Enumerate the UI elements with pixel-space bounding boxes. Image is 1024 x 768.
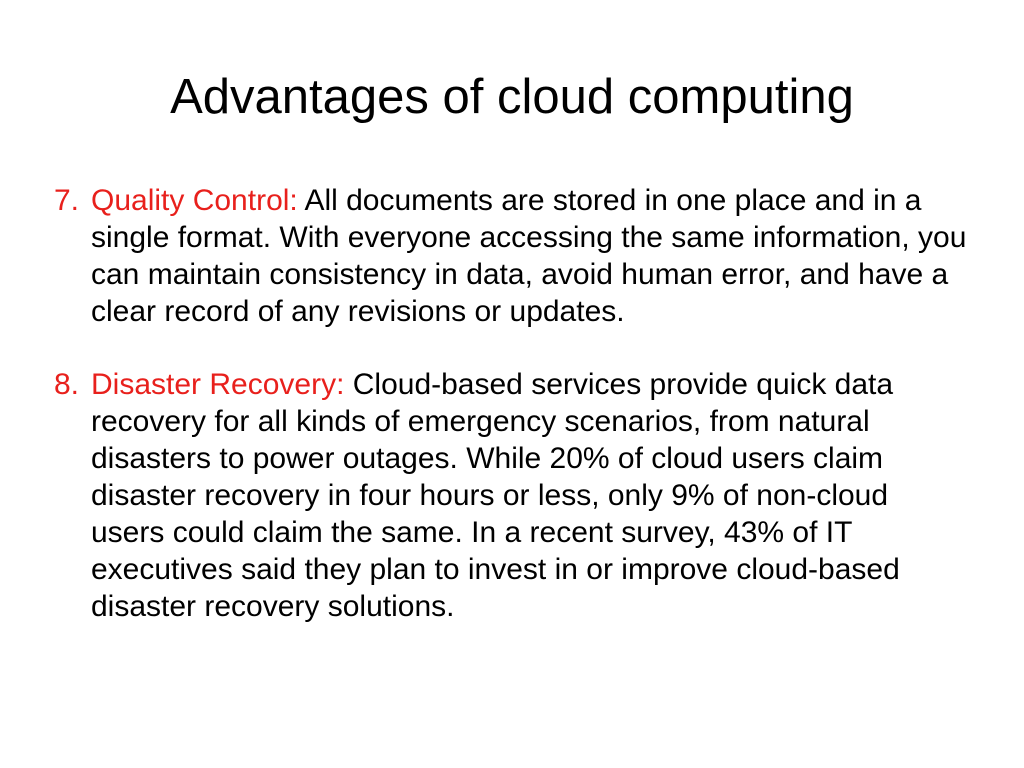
item-label: Quality Control: (91, 184, 305, 217)
list-item-quality-control (54, 182, 969, 330)
item-text: All documents are stored in one place and in a single format. With everyone accessing the same information, you can maintain consistency in data, avoid human error, and have a clear record of any revisions or updates. (91, 184, 967, 328)
item-number: 8. (54, 368, 80, 401)
item-label: Disaster Recovery: (91, 368, 353, 401)
slide-title: Advantages of cloud computing (170, 70, 854, 124)
bullet-list (54, 182, 969, 661)
list-item-disaster-recovery (54, 366, 969, 625)
item-number: 7. (54, 184, 80, 217)
item-text: Cloud-based services provide quick data recovery for all kinds of emergency scenarios, from natural disasters to power outages. While 20% of cloud users claim disaster recovery in four hours or less, only 9% of non-cloud users could claim the same. In a recent survey, 43% of IT executives said they plan to invest in or improve cloud-based disaster recovery solutions. (91, 368, 900, 623)
